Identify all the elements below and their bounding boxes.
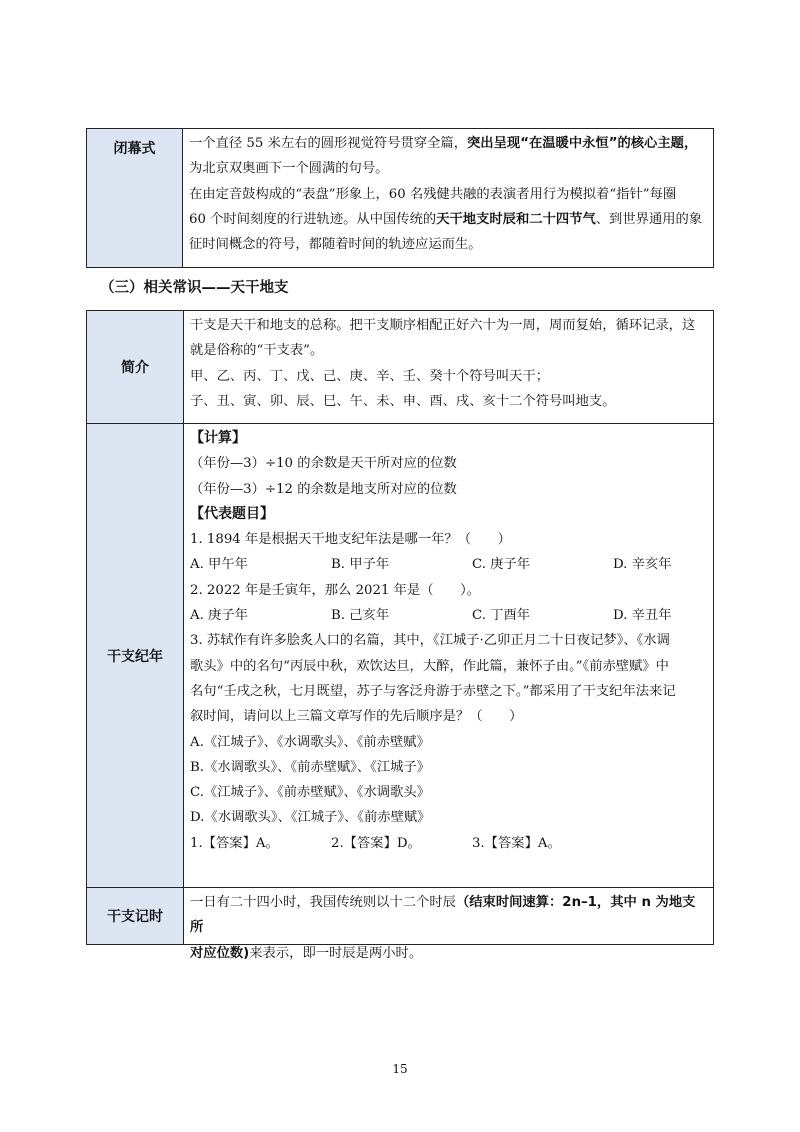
question-3-line-1: 3. 苏轼作有许多脍炙人口的名篇，其中，《江城子·乙卯正月二十日夜记梦》、《水调: [190, 633, 670, 649]
closing-line-4: 60 个时间刻度的行进轨迹。从中国传统的天干地支时辰和二十四节气、到世界通用的象: [189, 211, 703, 227]
closing-ceremony-table: [86, 128, 714, 268]
answers: [190, 831, 754, 856]
section-title: （三）相关常识——天干地支: [100, 280, 289, 296]
question-2: 2. 2022 年是壬寅年，那么 2021 年是（ ）。: [190, 582, 481, 598]
hour-line-1: 一日有二十四小时，我国传统则以十二个时辰（结束时间速算：2n–1，其中 n 为地支所: [190, 895, 696, 936]
q1-option-a: A. 甲午年: [190, 557, 248, 573]
question-1: 1. 1894 年是根据天干地支纪年法是哪一年？（ ）: [190, 532, 511, 548]
examples-header: 【代表题目】: [190, 505, 274, 522]
closing-ceremony-content: [183, 129, 713, 267]
closing-line-5: 征时间概念的符号，都随着时间的轨迹应运而生。: [189, 237, 482, 253]
answer-2: 2.【答案】D。: [331, 835, 421, 851]
ganzhi-hour-row: [87, 887, 713, 961]
q3-option-a: A.《江城子》、《水调歌头》、《前赤壁赋》: [190, 734, 430, 750]
intro-line-2: 就是俗称的“干支表”。: [190, 343, 324, 359]
intro-line-1: 干支是天干和地支的总称。把干支顺序相配正好六十为一周，周而复始，循环记录，这: [190, 318, 696, 333]
question-3-line-3: 名句“壬戌之秋，七月既望，苏子与客泛舟游于赤壁之下。”都采用了干支纪年法来记: [190, 683, 676, 699]
intro-line-3: 甲、乙、丙、丁、戊、己、庚、辛、壬、癸十个符号叫天干；: [190, 368, 550, 384]
q1-option-c: C. 庚子年: [472, 557, 531, 573]
ganzhi-year-row: [87, 423, 713, 887]
question-2-options: [190, 603, 754, 628]
intro-line-4: 子、丑、寅、卯、辰、巳、午、未、申、酉、戌、亥十二个符号叫地支。: [190, 393, 616, 409]
calc-line-1: （年份—3）÷10 的余数是天干所对应的位数: [190, 456, 457, 472]
hour-line-2: 对应位数)来表示，即一时辰是两小时。: [190, 945, 423, 961]
question-3-line-4: 叙时间，请问以上三篇文章写作的先后顺序是？（ ）: [190, 709, 523, 725]
ganzhi-table: [86, 310, 714, 961]
ganzhi-year-label: 干支纪年: [87, 424, 184, 887]
q3-option-b: B.《水调歌头》、《前赤壁赋》、《江城子》: [190, 759, 431, 775]
page-number: 15: [392, 1062, 408, 1076]
calc-line-2: （年份—3）÷12 的余数是地支所对应的位数: [190, 481, 457, 497]
q2-option-c: C. 丁酉年: [472, 608, 531, 624]
closing-line-1: 一个直径 55 米左右的圆形视觉符号贯穿全篇，突出呈现“在温暖中永恒”的核心主题，: [189, 136, 698, 151]
ganzhi-hour-content: [184, 888, 713, 961]
closing-ceremony-label: 闭幕式: [87, 129, 183, 267]
q2-option-a: A. 庚子年: [190, 608, 248, 624]
intro-row: [87, 311, 713, 423]
question-3-line-2: 歌头》中的名句“丙辰中秋，欢饮达旦，大醉，作此篇，兼怀子由。”《前赤壁赋》中: [190, 658, 669, 674]
closing-ceremony-row: [87, 129, 713, 267]
q3-option-d: D.《水调歌头》、《江城子》、《前赤壁赋》: [190, 810, 431, 826]
answer-3: 3.【答案】A。: [472, 835, 561, 851]
q1-option-d: D. 辛亥年: [613, 557, 672, 573]
ganzhi-hour-label: 干支记时: [87, 888, 184, 944]
closing-line-2: 为北京双奥画下一个圆满的句号。: [189, 161, 389, 177]
closing-line-3: 在由定音鼓构成的“表盘”形象上，60 名残健共融的表演者用行为模拟着“指针”每圈: [189, 186, 677, 202]
intro-content: [184, 311, 713, 423]
answer-1: 1.【答案】A。: [190, 835, 279, 851]
question-1-options: [190, 552, 754, 577]
calc-header: 【计算】: [190, 430, 246, 446]
q2-option-d: D. 辛丑年: [613, 608, 672, 624]
ganzhi-year-content: [184, 424, 762, 887]
q1-option-b: B. 甲子年: [331, 557, 390, 573]
q2-option-b: B. 己亥年: [331, 608, 390, 624]
intro-label: 简介: [87, 311, 184, 423]
q3-option-c: C.《江城子》、《前赤壁赋》、《水调歌头》: [190, 785, 430, 801]
